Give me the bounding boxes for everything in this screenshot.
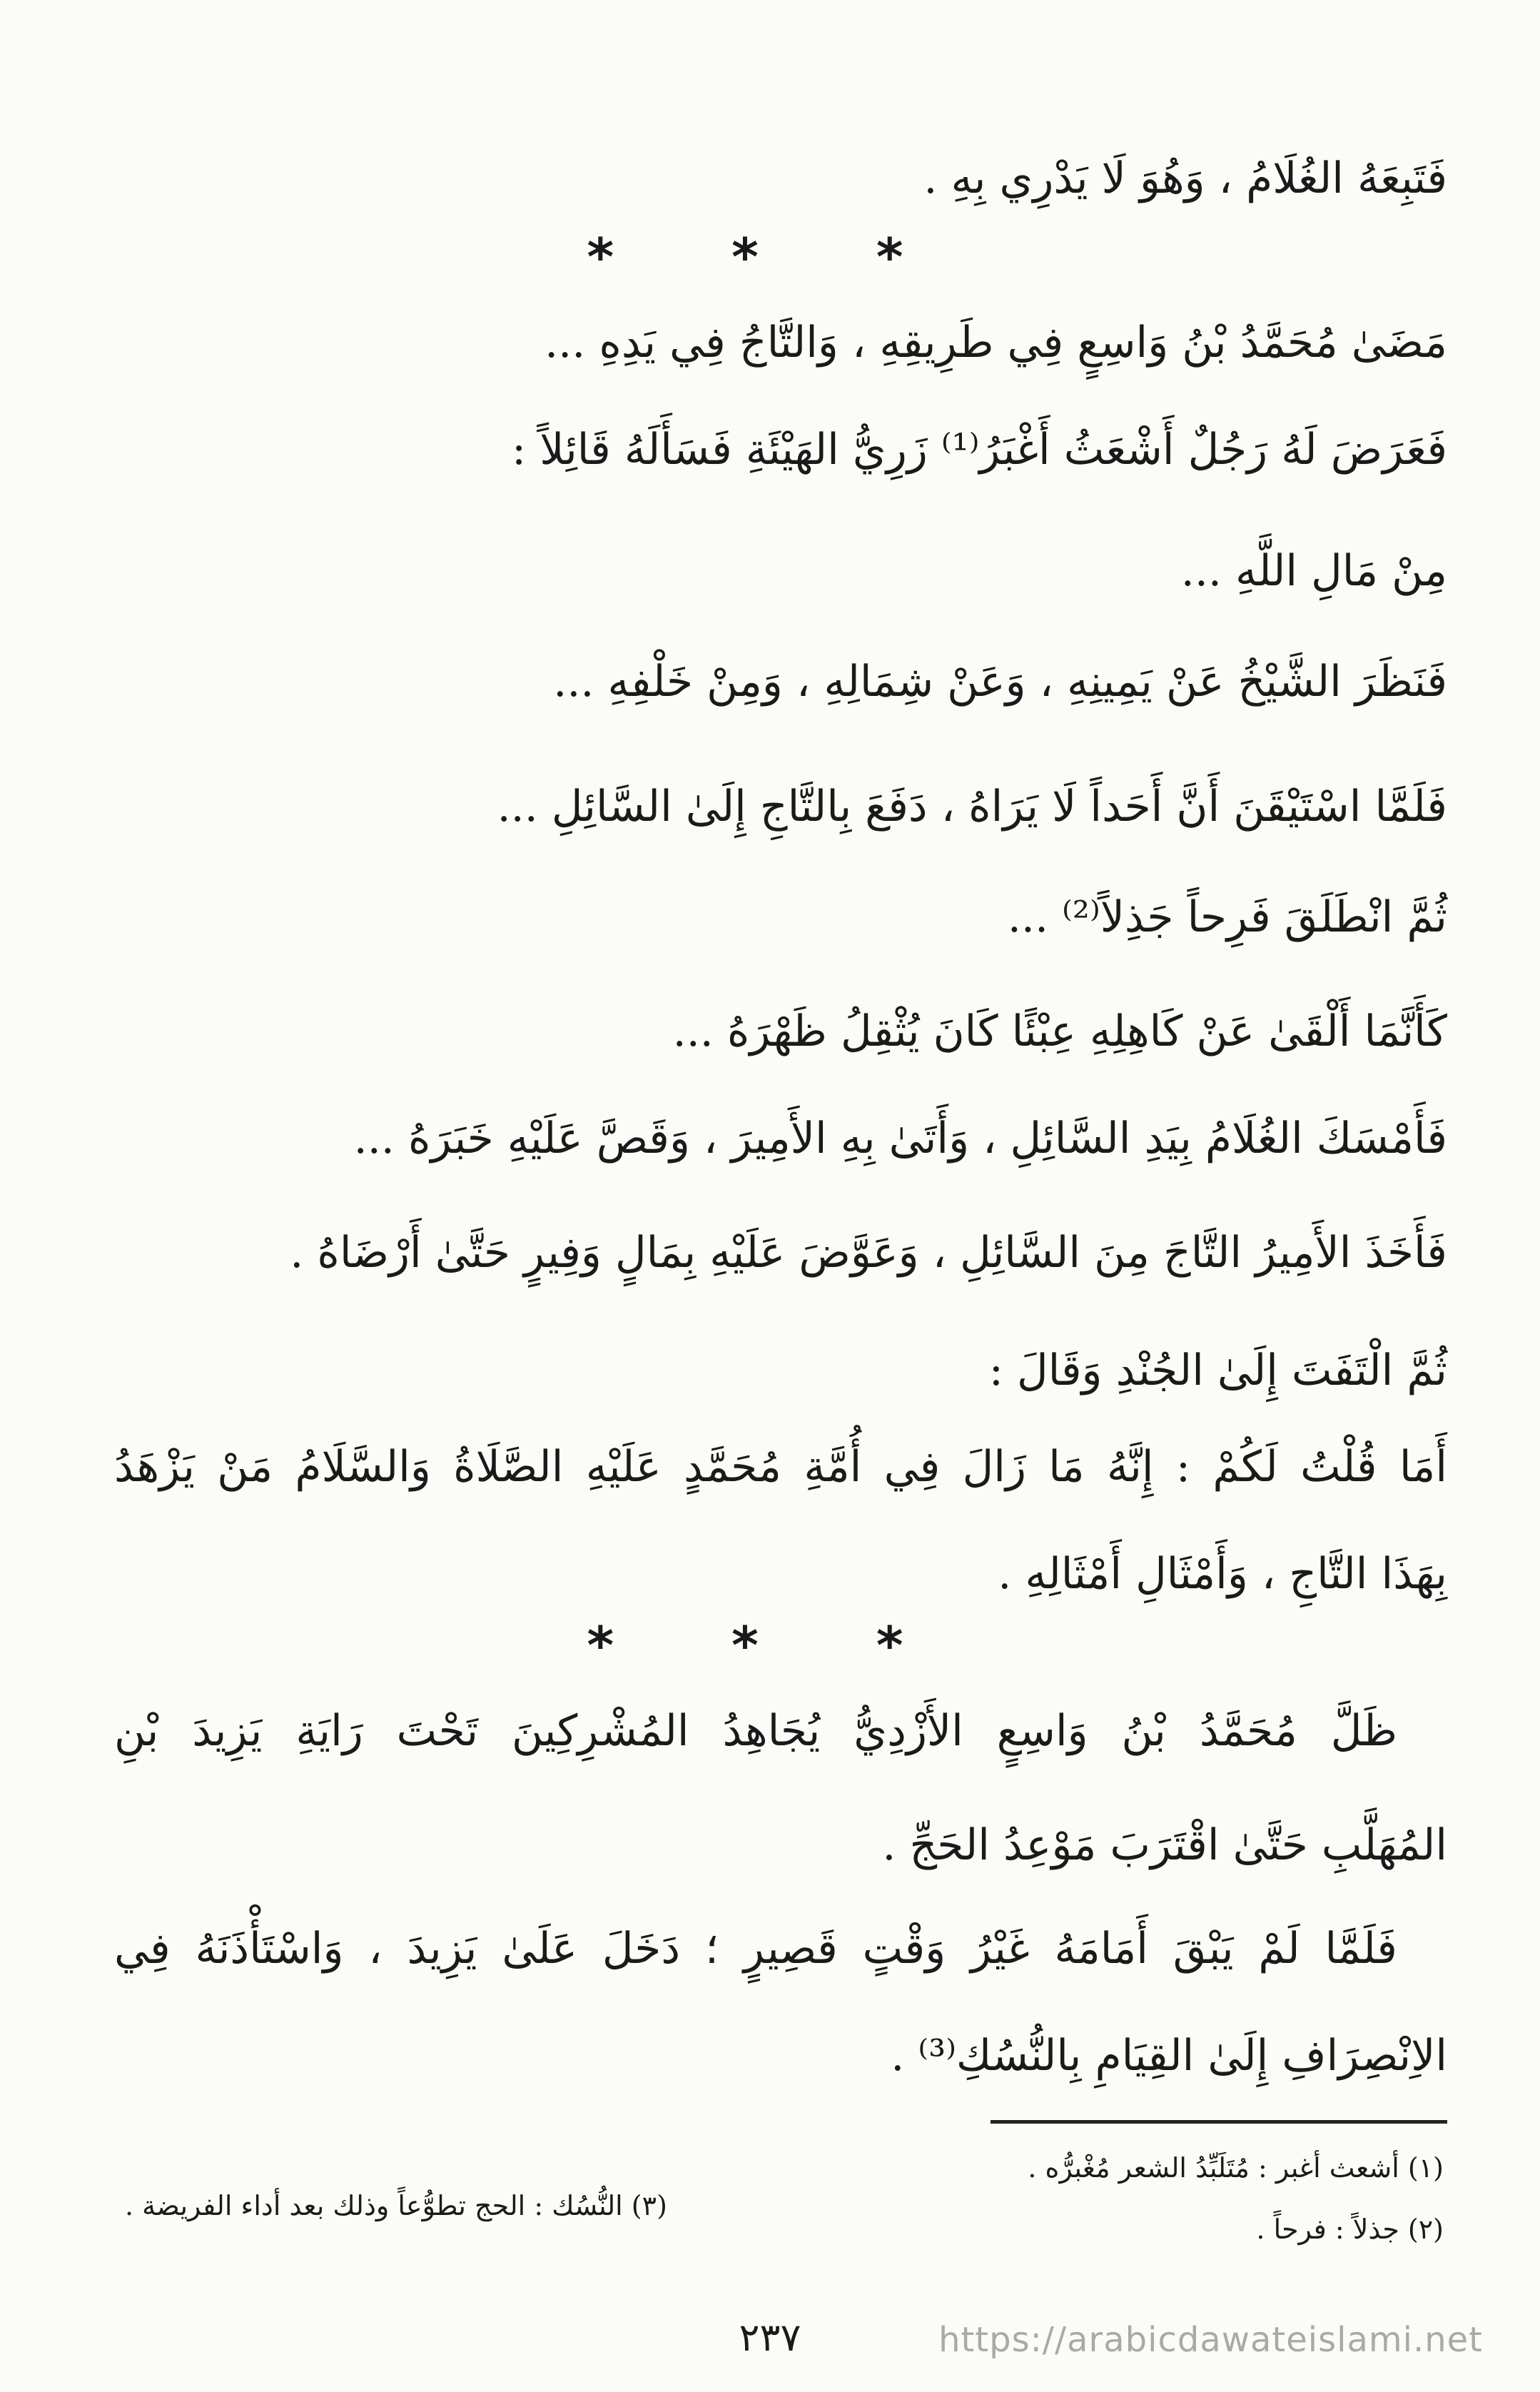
text-line-12: أَمَا قُلْتُ لَكُمْ : إِنَّهُ مَا زَالَ فِي أُمَّةِ مُحَمَّدٍ عَلَيْهِ الصَّلَاةُ وَالسَّلَامُ مَنْ يَزْهَدُ (114, 1442, 1447, 1492)
section-separator-2: * * * (587, 1615, 953, 1675)
page-number: ٢٣٧ (739, 2315, 801, 2360)
footnote-1: (١) أشعث أغبر : مُتَلَبِّدُ الشعر مُغْبرُّه . (1028, 2152, 1444, 2184)
footnote-rule (991, 2120, 1447, 2124)
text-line-6: فَلَمَّا اسْتَيْقَنَ أَنَّ أَحَداً لَا يَرَاهُ ، دَفَعَ بِالتَّاجِ إِلَىٰ السَّائِلِ ... (497, 782, 1447, 832)
text-line-8: كَأَنَّمَا أَلْقَىٰ عَنْ كَاهِلِهِ عِبْئًا كَانَ يُثْقِلُ ظَهْرَهُ ... (672, 1006, 1447, 1056)
text-line-11: ثُمَّ الْتَفَتَ إِلَىٰ الجُنْدِ وَقَالَ : (988, 1346, 1447, 1396)
text-line-13: بِهَذَا التَّاجِ ، وَأَمْثَالِ أَمْثَالِهِ . (998, 1549, 1447, 1599)
text-line-15: المُهَلَّبِ حَتَّىٰ اقْتَرَبَ مَوْعِدُ الحَجِّ . (882, 1820, 1447, 1870)
text-line-2: مَضَىٰ مُحَمَّدُ بْنُ وَاسِعٍ فِي طَرِيقِهِ ، وَالتَّاجُ فِي يَدِهِ ... (544, 318, 1447, 368)
section-separator-1: * * * (587, 227, 953, 287)
text-line-10: فَأَخَذَ الأَمِيرُ التَّاجَ مِنَ السَّائِلِ ، وَعَوَّضَ عَلَيْهِ بِمَالٍ وَفِيرٍ حَتَّىٰ أَرْضَاهُ . (290, 1228, 1447, 1278)
text-line-9: فَأَمْسَكَ الغُلَامُ بِيَدِ السَّائِلِ ، وَأَتَىٰ بِهِ الأَمِيرَ ، وَقَصَّ عَلَيْهِ خَبَرَهُ ... (353, 1114, 1447, 1164)
text-line-7: ثُمَّ انْطَلَقَ فَرِحاً جَذِلاً⁽²⁾ ... (1007, 892, 1447, 942)
text-line-14: ظَلَّ مُحَمَّدُ بْنُ وَاسِعٍ الأَزْدِيُّ يُجَاهِدُ المُشْرِكِينَ تَحْتَ رَايَةِ يَزِيدَ بْنِ (114, 1706, 1397, 1756)
text-line-5: فَنَظَرَ الشَّيْخُ عَنْ يَمِينِهِ ، وَعَنْ شِمَالِهِ ، وَمِنْ خَلْفِهِ ... (553, 657, 1447, 707)
watermark-url: https://arabicdawateislami.net (938, 2320, 1483, 2360)
footnote-3: (٣) النُّسُك : الحج تطوُّعاً وذلك بعد أداء الفريضة . (125, 2190, 667, 2221)
text-line-3: فَعَرَضَ لَهُ رَجُلٌ أَشْعَثُ أَغْبَرُ⁽¹⁾ زَرِيُّ الهَيْئَةِ فَسَأَلَهُ قَائِلاً : (512, 425, 1447, 475)
text-line-4: مِنْ مَالِ اللَّهِ ... (1180, 546, 1447, 596)
text-line-16: فَلَمَّا لَمْ يَبْقَ أَمَامَهُ غَيْرُ وَقْتٍ قَصِيرٍ ؛ دَخَلَ عَلَىٰ يَزِيدَ ، وَاسْتَأْذَنَهُ فِي (114, 1924, 1397, 1974)
footnote-2: (٢) جذلاً : فرحاً . (1256, 2214, 1444, 2245)
text-line-1: فَتَبِعَهُ الغُلَامُ ، وَهُوَ لَا يَدْرِي بِهِ . (923, 153, 1447, 203)
text-line-17: الاِنْصِرَافِ إِلَىٰ القِيَامِ بِالنُّسُكِ⁽³⁾ . (891, 2031, 1447, 2081)
